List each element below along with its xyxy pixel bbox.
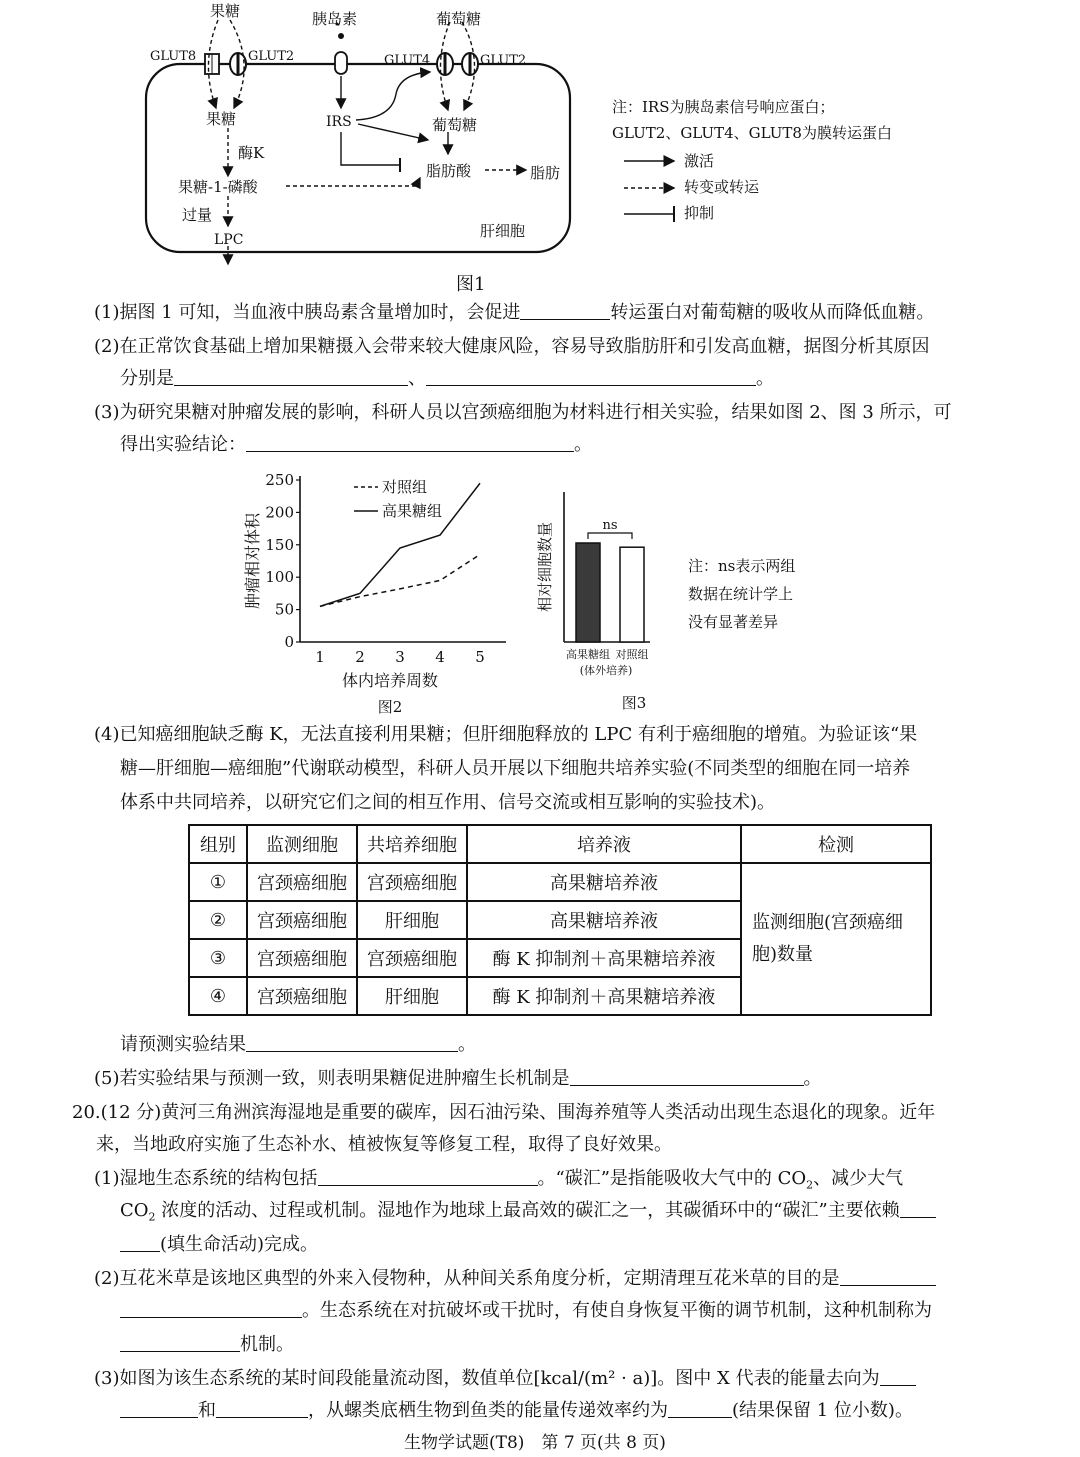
- y-tick-label: 0: [284, 633, 294, 651]
- legend-label: 高果糖组: [382, 502, 443, 520]
- legend-inhibit: 抑制: [684, 204, 715, 222]
- q20-3-mid: ，从螺类底栖生物到鱼类的能量传递效率约为: [308, 1400, 668, 1421]
- q20-2-blank-3: [120, 1333, 240, 1352]
- q20-1-line2: 浓度的活动、过程或机制。湿地作为地球上最高效的碳汇之一，其碳循环中的“碳汇”主要依赖: [155, 1200, 900, 1221]
- table-cell: ③: [189, 939, 247, 977]
- q2-head: 分别是: [120, 368, 174, 389]
- y-axis-label: 相对细胞数量: [536, 521, 554, 613]
- question-5: [94, 1066, 822, 1092]
- fig3-note-line-1: 注：ns表示两组: [688, 557, 796, 575]
- q4-end: 。: [458, 1034, 476, 1055]
- ns-label: ns: [602, 518, 618, 533]
- label-glut2-left: GLUT2: [248, 49, 295, 64]
- label-fat: 脂肪: [530, 164, 561, 182]
- x-tick-label: 5: [475, 648, 485, 666]
- figure-1-legend-lines: [622, 150, 692, 230]
- table-row: [189, 863, 931, 901]
- bar-subtitle: (体外培养): [579, 664, 633, 677]
- question-3-line-2: [120, 432, 592, 458]
- x-tick-label: 2: [355, 648, 365, 666]
- table-cell: 酶 K 抑制剂＋高果糖培养液: [467, 939, 741, 977]
- table-cell: 高果糖培养液: [467, 863, 741, 901]
- fig3-note-line-2: 数据在统计学上: [688, 585, 794, 603]
- question-2-line-1: (2)在正常饮食基础上增加果糖摄入会带来较大健康风险，容易导致脂肪肝和引发高血糖，据图分析其原因: [94, 336, 930, 357]
- table-header-row: [189, 825, 931, 863]
- question-4-line-3: 体系中共同培养，以研究它们之间的相互作用、信号交流或相互影响的实验技术)。: [120, 792, 776, 813]
- q20-2-blank-1: [840, 1267, 936, 1286]
- x-tick-label: 3: [395, 648, 405, 666]
- header-group: 组别: [189, 825, 247, 863]
- legend-transform: 转变或转运: [684, 178, 760, 196]
- table-cell: 高果糖培养液: [467, 901, 741, 939]
- q3-end: 。: [574, 434, 592, 455]
- q20-1-co2: CO: [120, 1200, 149, 1221]
- q20-3-line1: (3)如图为该生态系统的某时间段能量流动图，数值单位[kcal/(m² · a)]。图中 X 代表的能量去向为: [94, 1368, 880, 1389]
- question-20-1-line-3: [120, 1232, 318, 1258]
- table-cell: 宫颈癌细胞: [247, 863, 357, 901]
- legend-label: 对照组: [382, 478, 428, 496]
- q20-1-blank-2: [900, 1199, 936, 1218]
- label-fatty-acid: 脂肪酸: [426, 162, 472, 180]
- question-20-2-line-2: [120, 1298, 932, 1324]
- question-4-predict: [120, 1032, 476, 1058]
- question-20-2-line-3: [120, 1332, 294, 1358]
- q20-1-head: (1)湿地生态系统的结构包括: [94, 1168, 318, 1189]
- question-2-line-2: [120, 366, 774, 392]
- q5-text: (5)若实验结果与预测一致，则表明果糖促进肿瘤生长机制是: [94, 1068, 570, 1089]
- label-glut8: GLUT8: [150, 49, 197, 64]
- bar-category-label: 高果糖组: [566, 648, 610, 661]
- y-axis-label: 肿瘤相对体积: [243, 512, 262, 610]
- question-20-3-line-2: [120, 1398, 913, 1424]
- table-cell: 肝细胞: [357, 977, 467, 1015]
- q20-1-blank-1: [318, 1167, 538, 1186]
- question-20-line-1: 20.(12 分)黄河三角洲滨海湿地是重要的碳库，因石油污染、围海养殖等人类活动出现生态退化的现象。近年: [72, 1102, 936, 1123]
- q20-3-blank-3: [216, 1399, 308, 1418]
- y-tick-label: 100: [265, 568, 294, 587]
- label-lpc: LPC: [214, 232, 244, 248]
- table-cell: 宫颈癌细胞: [247, 977, 357, 1015]
- question-20-1-line-1: (1)湿地生态系统的结构包括 。“碳汇”是指能吸收大气中的 $CO_2$、减少大气: [94, 1168, 904, 1192]
- ns-bracket: [588, 533, 632, 539]
- table-cell: 宫颈癌细胞: [357, 939, 467, 977]
- legend-activate: 激活: [684, 152, 715, 170]
- figure-1-legend-text: [684, 148, 759, 226]
- label-fructose-in: 果糖: [206, 110, 237, 128]
- question-4-line-1: (4)已知癌细胞缺乏酶 K，无法直接利用果糖；但肝细胞释放的 LPC 有利于癌细胞的增殖。为验证该“果: [94, 724, 918, 745]
- x-tick-label: 4: [435, 648, 445, 666]
- table-cell: ①: [189, 863, 247, 901]
- figure-3-bar-chart: [530, 474, 680, 714]
- table-cell: 宫颈癌细胞: [247, 939, 357, 977]
- q20-3-blank-2: [120, 1399, 198, 1418]
- figure-2-line-chart: [236, 464, 516, 714]
- page-footer: 生物学试题(T8) 第 7 页(共 8 页): [404, 1433, 666, 1453]
- x-tick-label: 1: [315, 648, 325, 666]
- figure-3-note: [688, 552, 795, 636]
- table-cell: 宫颈癌细胞: [247, 901, 357, 939]
- label-glucose-in: 葡萄糖: [432, 116, 478, 134]
- question-20-3-line-1: [94, 1366, 916, 1392]
- q2-blank-2: [426, 367, 756, 386]
- q20-1-mid2: 、减少大气: [813, 1168, 904, 1189]
- y-tick-label: 150: [265, 535, 294, 554]
- table-cell: ④: [189, 977, 247, 1015]
- q20-3-blank-1: [880, 1367, 916, 1386]
- insulin-receptor: [335, 52, 347, 74]
- header-coculture-cell: 共培养细胞: [357, 825, 467, 863]
- header-detection: 检测: [741, 825, 931, 863]
- question-20-line-2: 来，当地政府实施了生态补水、植被恢复等修复工程，取得了良好效果。: [96, 1134, 672, 1155]
- figure-1-diagram: [130, 0, 590, 268]
- y-tick-label: 50: [274, 600, 294, 619]
- detection-line-1: 监测细胞(宫颈癌细: [752, 912, 904, 933]
- label-glucose-top: 葡萄糖: [436, 10, 482, 28]
- q20-2-line2: 。生态系统在对抗破坏或干扰时，有使自身恢复平衡的调节机制，这种机制称为: [302, 1300, 932, 1321]
- figure-2-caption: 图2: [377, 698, 403, 714]
- table-cell: 宫颈癌细胞: [357, 863, 467, 901]
- header-monitor-cell: 监测细胞: [247, 825, 357, 863]
- question-1: [94, 300, 934, 326]
- y-tick-label: 200: [265, 503, 294, 522]
- y-tick-label: 250: [265, 471, 294, 489]
- table-cell: ②: [189, 901, 247, 939]
- question-3-line-1: (3)为研究果糖对肿瘤发展的影响，科研人员以宫颈癌细胞为材料进行相关实验，结果如图 2、图 3 所示，可: [94, 402, 952, 423]
- question-20-1-line-2: $CO_2$ 浓度的活动、过程或机制。湿地作为地球上最高效的碳汇之一，其碳循环中的“碳汇”主要依赖: [120, 1198, 936, 1231]
- q1-text: (1)据图 1 可知，当血液中胰岛素含量增加时，会促进: [94, 302, 521, 323]
- q20-1-mid: 。“碳汇”是指能吸收大气中的 CO: [537, 1168, 807, 1189]
- figure-1-caption: 图1: [456, 274, 486, 295]
- label-insulin: 胰岛素: [312, 10, 358, 28]
- x-axis-label: 体内培养周数: [341, 671, 439, 690]
- q20-2-blank-2: [120, 1299, 302, 1318]
- bar-category-label: 对照组: [615, 648, 649, 661]
- header-medium: 培养液: [467, 825, 741, 863]
- note-line-2: GLUT2、GLUT4、GLUT8为膜转运蛋白: [612, 124, 892, 142]
- q3-blank: [246, 433, 574, 452]
- bar-high-fructose: [576, 543, 600, 642]
- label-excess: 过量: [182, 206, 213, 224]
- question-4-line-2: 糖—肝细胞—癌细胞”代谢联动模型，科研人员开展以下细胞共培养实验(不同类型的细胞在同一培养: [120, 758, 911, 779]
- q3-head: 得出实验结论：: [120, 434, 246, 455]
- label-enzyme-k: 酶K: [238, 144, 265, 162]
- q2-blank-1: [174, 367, 408, 386]
- q20-1-blank-3: [120, 1233, 160, 1252]
- q2-sep: 、: [408, 368, 426, 389]
- label-glut2-right: GLUT2: [480, 53, 527, 68]
- q2-end: 。: [756, 368, 774, 389]
- detection-cell: [741, 863, 931, 1015]
- label-liver-cell: 肝细胞: [480, 222, 526, 240]
- q1-tail: 转运蛋白对葡萄糖的吸收从而降低血糖。: [610, 302, 935, 323]
- label-irs: IRS: [326, 114, 352, 130]
- label-fructose-top: 果糖: [210, 2, 241, 20]
- q20-3-blank-4: [668, 1399, 732, 1418]
- q20-2-line3: 机制。: [240, 1334, 294, 1355]
- detection-line-2: 胞)数量: [752, 944, 814, 965]
- label-glut4: GLUT4: [384, 53, 431, 68]
- table-cell: 肝细胞: [357, 901, 467, 939]
- experiment-table: [188, 824, 932, 1016]
- figure-3-caption: 图3: [621, 694, 647, 712]
- q4-blank: [246, 1033, 458, 1052]
- bar-control: [620, 547, 644, 642]
- q1-blank: [520, 301, 610, 320]
- label-f1p: 果糖-1-磷酸: [178, 178, 258, 196]
- table-cell: 酶 K 抑制剂＋高果糖培养液: [467, 977, 741, 1015]
- question-20-2-line-1: [94, 1266, 936, 1292]
- figure-1-note: [612, 94, 892, 146]
- q20-3-end: (结果保留 1 位小数)。: [732, 1400, 913, 1421]
- q5-blank: [570, 1067, 804, 1086]
- q4-predict-text: 请预测实验结果: [120, 1034, 246, 1055]
- fig3-note-line-3: 没有显著差异: [688, 613, 779, 631]
- note-line-1: 注：IRS为胰岛素信号响应蛋白；: [612, 98, 835, 116]
- q20-2-line1: (2)互花米草是该地区典型的外来入侵物种，从种间关系角度分析，定期清理互花米草的目的是: [94, 1268, 840, 1289]
- q20-3-and: 和: [198, 1400, 216, 1421]
- q20-1-line3: (填生命活动)完成。: [160, 1234, 319, 1255]
- q5-end: 。: [803, 1068, 822, 1089]
